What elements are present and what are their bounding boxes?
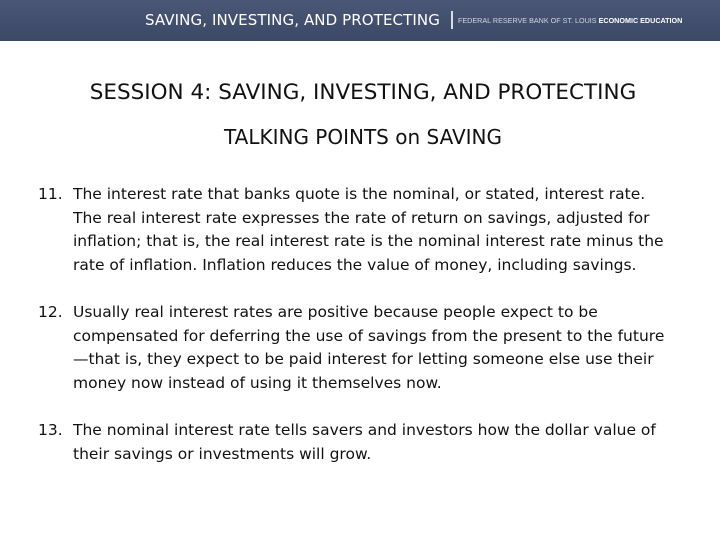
list-item: [38, 301, 678, 395]
list-item-number: 11.: [38, 185, 63, 203]
list-item-number: 13.: [38, 421, 63, 439]
header-title: SAVING, INVESTING, AND PROTECTING: [145, 11, 440, 29]
list-item-number: 12.: [38, 303, 63, 321]
header-divider: [451, 11, 453, 29]
list-item: [38, 419, 678, 466]
header-bar: [0, 0, 720, 41]
brand-name: FEDERAL RESERVE BANK OF ST. LOUIS: [458, 16, 597, 25]
talking-points-list: [38, 183, 678, 490]
section-subtitle: TALKING POINTS on SAVING: [223, 125, 503, 149]
list-item-text: The interest rate that banks quote is the nominal, or stated, interest rate. The real interest rate expresses the rate of return on savings, adjusted for inflation; that is, the real interest rate is the nominal interest rate minus the rate of inflation. Inflation reduces the value of money, including savings.: [73, 185, 664, 274]
session-title: SESSION 4: SAVING, INVESTING, AND PROTECTING: [89, 80, 637, 105]
list-item-text: The nominal interest rate tells savers and investors how the dollar value of their savings or investments will grow.: [73, 421, 656, 463]
brand-program: ECONOMIC EDUCATION: [598, 16, 683, 25]
header-brand-logo: [458, 16, 682, 25]
list-item-text: Usually real interest rates are positive because people expect to be compensated for deferring the use of savings from the present to the future—that is, they expect to be paid interest for letting someone else use their money now instead of using it themselves now.: [73, 303, 665, 392]
list-item: [38, 183, 678, 277]
